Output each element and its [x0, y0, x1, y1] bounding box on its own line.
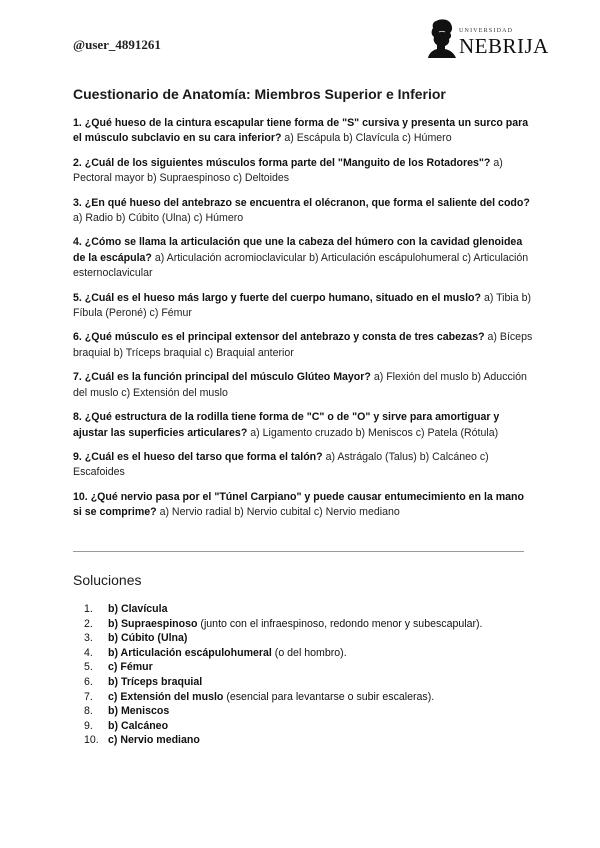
- solutions-title: Soluciones: [73, 572, 142, 588]
- solution-item: 6. b) Tríceps braquial: [84, 675, 203, 688]
- question-item: 8. ¿Qué estructura de la rodilla tiene forma de "C" o de "O" y sirve para amortiguar y ajustar las superficies articulares? a) Ligamento cruzado b) Meniscos c) Patela (Rótula): [73, 411, 500, 439]
- question-item: 5. ¿Cuál es el hueso más largo y fuerte del cuerpo humano, situado en el muslo? a) Tibia b) Fíbula (Peroné) c) Fémur: [73, 291, 532, 320]
- solution-item: 3. b) Cúbito (Ulna): [84, 632, 188, 645]
- question-item: 10. ¿Qué nervio pasa por el "Túnel Carpiano" y puede causar entumecimiento en la mano si se comprime? a) Nervio radial b) Nervio cubital c) Nervio mediano: [73, 490, 525, 519]
- solution-item: 7. c) Extensión del muslo (esencial para levantarse o subir escaleras).: [84, 690, 435, 703]
- question-list: [73, 116, 535, 530]
- nebrija-logo: [426, 18, 549, 58]
- solution-item: 5. c) Fémur: [84, 661, 153, 674]
- user-handle: @user_4891261: [73, 37, 161, 52]
- statue-head-icon: [426, 18, 458, 58]
- question-item: 7. ¿Cuál es la función principal del músculo Glúteo Mayor? a) Flexión del muslo b) Aducción del muslo c) Extensión del muslo: [73, 371, 527, 399]
- logo-university-label: UNIVERSIDAD: [459, 28, 514, 34]
- page-title: Cuestionario de Anatomía: Miembros Superior e Inferior: [73, 86, 446, 102]
- solution-item: 4. b) Articulación escápulohumeral (o del hombro).: [84, 646, 347, 659]
- question-item: 1. ¿Qué hueso de la cintura escapular tiene forma de "S" cursiva y presenta un surco para el músculo subclavio en su cara inferior? a) Escápula b) Clavícula c) Húmero: [73, 117, 529, 145]
- logo-name: NEBRIJA: [459, 34, 549, 58]
- solution-item: 8. b) Meniscos: [84, 705, 170, 718]
- solution-item: 9. b) Calcáneo: [84, 719, 169, 732]
- question-item: 6. ¿Qué músculo es el principal extensor del antebrazo y consta de tres cabezas? a) Bíceps braquial b) Tríceps braquial c) Braquial anterior: [73, 331, 533, 359]
- question-item: 2. ¿Cuál de los siguientes músculos forma parte del "Manguito de los Rotadores"? a) Pectoral mayor b) Supraespinoso c) Deltoides: [73, 156, 503, 185]
- question-item: 3. ¿En qué hueso del antebrazo se encuentra el olécranon, que forma el saliente del codo? a) Radio b) Cúbito (Ulna) c) Húmero: [73, 196, 530, 225]
- question-item: 4. ¿Cómo se llama la articulación que une la cabeza del húmero con la cavidad glenoidea de la escápula? a) Articulación acromioclavicular b) Articulación escápulohumeral c) Articulación esternoclavicular: [73, 236, 529, 280]
- question-item: 9. ¿Cuál es el hueso del tarso que forma el talón? a) Astrágalo (Talus) b) Calcáneo c) Escafoides: [73, 450, 489, 479]
- solution-item: 2. b) Supraespinoso (junto con el infraespinoso, redondo menor y subescapular).: [84, 617, 483, 630]
- solution-item: 10. c) Nervio mediano: [84, 734, 200, 747]
- solutions-list: [84, 602, 524, 748]
- divider: [73, 551, 524, 552]
- solution-item: 1. b) Clavícula: [84, 603, 168, 615]
